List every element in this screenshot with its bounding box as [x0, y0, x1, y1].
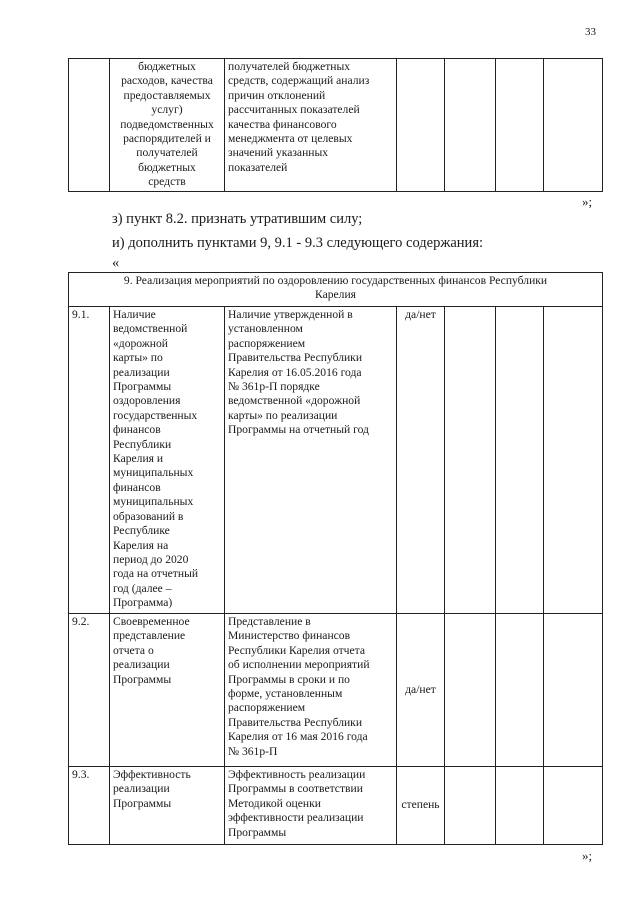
row-name: Своевременное представление отчета о реализации Программы	[110, 614, 225, 767]
continued-empty-cell	[445, 59, 496, 192]
continued-name-cell: бюджетных расходов, качества предоставляемых услуг) подведомственных распорядителей и получателей бюджетных средств	[110, 59, 225, 192]
closing-quote-1: »;	[582, 194, 593, 209]
continued-empty-cell	[397, 59, 445, 192]
row-empty-cell	[496, 767, 544, 845]
row-empty-cell	[496, 614, 544, 767]
continued-table	[68, 58, 603, 192]
row-name: Наличие ведомственной «дорожной карты» по реализации Программы оздоровления государственных финансов Республики Карелия и муниципальных финансов муниципальных образований в Республике Карелия на период до 2020 года на отчетный год (далее – Программа)	[110, 307, 225, 614]
table-row	[69, 767, 603, 845]
continued-empty-cell	[544, 59, 603, 192]
row-empty-cell	[445, 307, 496, 614]
row-number: 9.2.	[69, 614, 110, 767]
row-empty-cell	[445, 767, 496, 845]
row-number: 9.1.	[69, 307, 110, 614]
row-description: Эффективность реализации Программы в соответствии Методикой оценки эффективности реализации Программы	[225, 767, 397, 845]
paragraph-i: и) дополнить пунктами 9, 9.1 - 9.3 следующего содержания:	[112, 235, 484, 251]
row-unit: да/нет	[397, 614, 445, 767]
paragraph-z: з) пункт 8.2. признать утратившим силу;	[112, 211, 363, 227]
section-header: 9. Реализация мероприятий по оздоровлению государственных финансов Республики Карелия	[69, 273, 603, 307]
page-number: 33	[585, 26, 596, 38]
row-empty-cell	[445, 614, 496, 767]
row-empty-cell	[544, 307, 603, 614]
opening-quote: «	[112, 255, 120, 271]
row-empty-cell	[544, 767, 603, 845]
table-row	[69, 307, 603, 614]
row-name: Эффективность реализации Программы	[110, 767, 225, 845]
row-empty-cell	[496, 307, 544, 614]
row-description: Наличие утвержденной в установленном распоряжением Правительства Республики Карелия от 16.05.2016 года № 361р-П порядке ведомственной «дорожной карты» по реализации Программы на отчетный год	[225, 307, 397, 614]
row-unit: да/нет	[397, 307, 445, 614]
continued-desc-cell: получателей бюджетных средств, содержащий анализ причин отклонений рассчитанных показателей качества финансового менеджмента от целевых значений указанных показателей	[225, 59, 397, 192]
row-number: 9.3.	[69, 767, 110, 845]
row-empty-cell	[544, 614, 603, 767]
indicators-table	[68, 272, 603, 845]
continued-empty-cell	[69, 59, 110, 192]
continued-empty-cell	[496, 59, 544, 192]
row-description: Представление в Министерство финансов Республики Карелия отчета об исполнении мероприятий Программы в сроки и по форме, установленным распоряжением Правительства Республики Карелия от 16 мая 2016 года № 361р-П	[225, 614, 397, 767]
row-unit: степень	[397, 767, 445, 845]
closing-quote-2: »;	[582, 848, 593, 863]
table-row	[69, 614, 603, 767]
